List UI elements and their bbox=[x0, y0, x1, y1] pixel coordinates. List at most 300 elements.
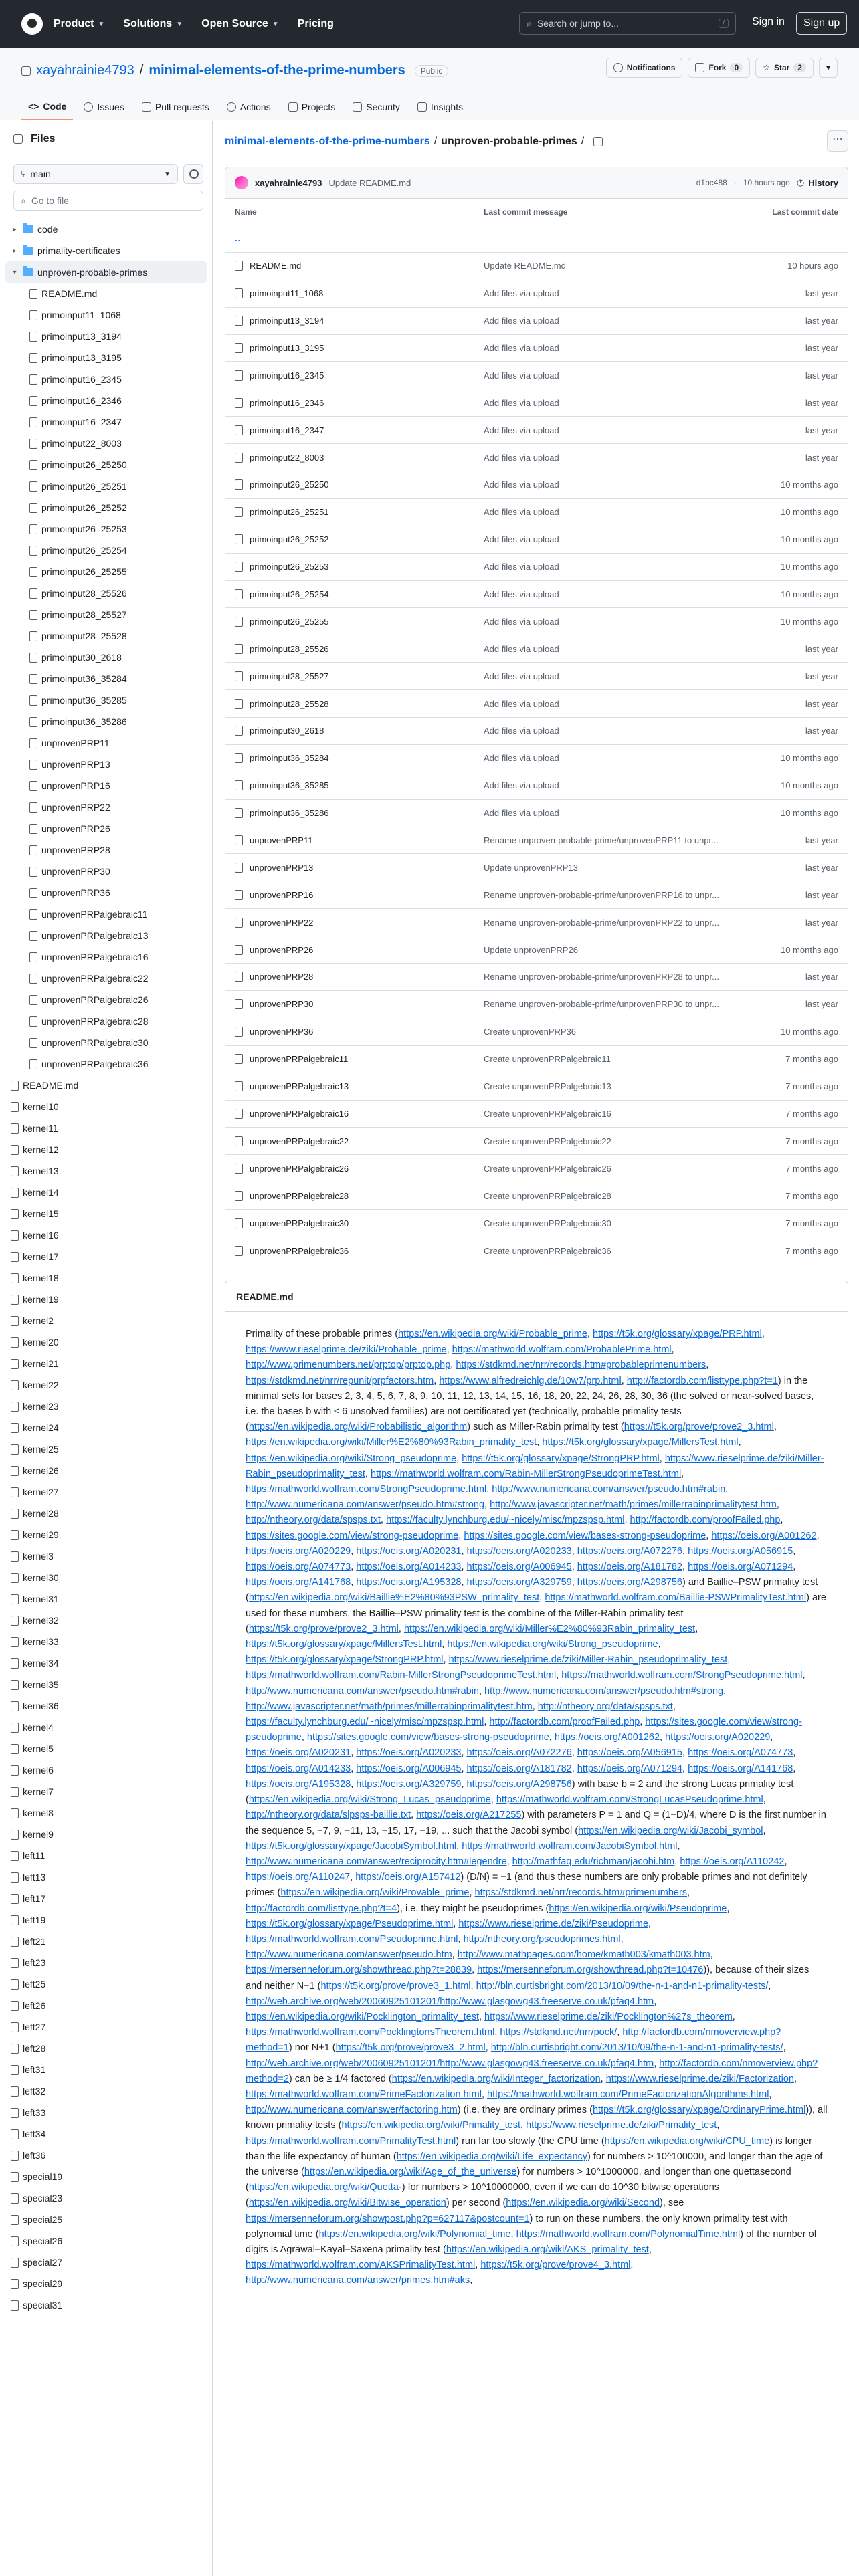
tree-item[interactable] bbox=[5, 411, 207, 433]
readme-link[interactable]: https://oeis.org/A006945 bbox=[356, 1763, 462, 1774]
readme-link[interactable]: https://oeis.org/A141768 bbox=[688, 1763, 793, 1774]
readme-link[interactable]: https://mathworld.wolfram.com/StrongLucasPseudoprime.html bbox=[496, 1794, 763, 1806]
tree-item[interactable] bbox=[5, 1674, 207, 1695]
readme-link[interactable]: https://en.wikipedia.org/wiki/Miller%E2%80%93Rabin_primality_test bbox=[246, 1437, 537, 1448]
readme-link[interactable]: https://stdkmd.net/nrr/pock/ bbox=[500, 2027, 617, 2038]
tree-item[interactable] bbox=[5, 1802, 207, 1824]
tree-item[interactable] bbox=[5, 1545, 207, 1567]
file-name-link[interactable]: primoinput30_2618 bbox=[250, 726, 324, 736]
tree-item[interactable] bbox=[5, 1417, 207, 1438]
tree-item[interactable] bbox=[5, 261, 207, 283]
readme-title[interactable]: README.md bbox=[236, 1291, 294, 1302]
file-name-link[interactable]: unprovenPRPalgebraic26 bbox=[250, 1163, 349, 1174]
readme-link[interactable]: https://oeis.org/A001262 bbox=[711, 1530, 817, 1541]
file-name-link[interactable]: README.md bbox=[250, 261, 302, 272]
commit-message-cell[interactable]: Add files via upload bbox=[484, 562, 559, 572]
readme-link[interactable]: https://en.wikipedia.org/wiki/Bitwise_operation bbox=[248, 2197, 446, 2209]
commit-message-cell[interactable]: Add files via upload bbox=[484, 288, 559, 299]
readme-link[interactable]: https://en.wikipedia.org/wiki/Quetta- bbox=[248, 2182, 402, 2193]
readme-link[interactable]: http://www.primenumbers.net/prptop/prptop.php bbox=[246, 1360, 451, 1371]
table-row[interactable] bbox=[225, 663, 848, 690]
table-row[interactable] bbox=[225, 909, 848, 936]
file-name-link[interactable]: primoinput16_2346 bbox=[250, 397, 324, 408]
notifications-button[interactable] bbox=[606, 58, 683, 78]
tree-item[interactable] bbox=[5, 2080, 207, 2102]
tree-item[interactable] bbox=[5, 1267, 207, 1289]
readme-link[interactable]: https://en.wikipedia.org/wiki/Polynomial_time bbox=[318, 2228, 511, 2240]
tree-item[interactable] bbox=[5, 540, 207, 561]
readme-link[interactable]: https://oeis.org/A072276 bbox=[466, 1747, 572, 1759]
readme-link[interactable]: http://web.archive.org/web/20060925101201/http://www.glasgowg43.freeserve.co.uk/pfaq4.htm bbox=[246, 2058, 654, 2069]
tree-item[interactable] bbox=[5, 882, 207, 903]
file-name-link[interactable]: unprovenPRP13 bbox=[250, 862, 314, 873]
tree-item[interactable] bbox=[5, 689, 207, 711]
tree-item[interactable] bbox=[5, 754, 207, 775]
readme-link[interactable]: http://bln.curtisbright.com/2013/10/09/the-n-1-and-n1-primality-tests/ bbox=[490, 2042, 783, 2054]
readme-link[interactable]: http://www.numericana.com/answer/factoring.htm bbox=[246, 2105, 458, 2116]
nav-solutions[interactable] bbox=[123, 18, 183, 30]
readme-link[interactable]: https://oeis.org/A074773 bbox=[246, 1562, 351, 1573]
file-name-link[interactable]: unprovenPRPalgebraic28 bbox=[250, 1190, 349, 1201]
history-button[interactable] bbox=[797, 177, 838, 188]
readme-link[interactable]: https://oeis.org/A020229 bbox=[246, 1545, 351, 1557]
readme-link[interactable]: https://oeis.org/A020233 bbox=[466, 1545, 572, 1557]
file-name-link[interactable]: unprovenPRP30 bbox=[250, 999, 314, 1010]
readme-link[interactable]: https://oeis.org/A020229 bbox=[665, 1732, 771, 1743]
readme-link[interactable]: https://en.wikipedia.org/wiki/Primality_test bbox=[341, 2120, 520, 2131]
commit-message-cell[interactable]: Add files via upload bbox=[484, 397, 559, 408]
table-row[interactable] bbox=[225, 854, 848, 881]
readme-link[interactable]: https://www.rieselprime.de/ziki/Probable_prime bbox=[246, 1344, 447, 1356]
nav-pricing[interactable] bbox=[298, 18, 334, 30]
table-row[interactable] bbox=[225, 881, 848, 909]
tree-item[interactable] bbox=[5, 925, 207, 946]
table-row[interactable] bbox=[225, 280, 848, 308]
readme-link[interactable]: https://sites.google.com/view/bases-strong-pseudoprime bbox=[306, 1732, 549, 1743]
tree-item[interactable] bbox=[5, 1246, 207, 1267]
parent-directory-row[interactable] bbox=[225, 225, 848, 253]
tree-item[interactable] bbox=[5, 475, 207, 497]
parent-directory-link[interactable]: .. bbox=[235, 233, 242, 244]
tab-projects[interactable] bbox=[282, 94, 343, 120]
readme-link[interactable]: https://oeis.org/A014233 bbox=[356, 1562, 462, 1573]
repo-name-link[interactable]: minimal-elements-of-the-prime-numbers bbox=[149, 63, 405, 78]
readme-link[interactable]: http://mathfaq.edu/richman/jacobi.htm bbox=[512, 1856, 675, 1867]
readme-link[interactable]: https://mathworld.wolfram.com/StrongPseudoprime.html bbox=[561, 1670, 803, 1681]
table-row[interactable] bbox=[225, 635, 848, 663]
table-row[interactable] bbox=[225, 1018, 848, 1046]
file-name-link[interactable]: unprovenPRPalgebraic36 bbox=[250, 1245, 349, 1256]
tree-item[interactable] bbox=[5, 1952, 207, 1973]
readme-link[interactable]: https://www.rieselprime.de/ziki/Pocklington%27s_theorem bbox=[484, 2011, 733, 2022]
commit-message-cell[interactable]: Add files via upload bbox=[484, 753, 559, 764]
commit-message-cell[interactable]: Rename unproven-probable-prime/unprovenPRP11 to unpr... bbox=[484, 835, 719, 846]
tree-item[interactable] bbox=[5, 1524, 207, 1545]
file-name-link[interactable]: primoinput28_25526 bbox=[250, 643, 329, 654]
file-name-link[interactable]: unprovenPRPalgebraic22 bbox=[250, 1136, 349, 1146]
table-row[interactable] bbox=[225, 1237, 848, 1265]
tree-item[interactable] bbox=[5, 2145, 207, 2166]
file-name-link[interactable]: primoinput16_2345 bbox=[250, 370, 324, 381]
file-name-link[interactable]: unprovenPRPalgebraic30 bbox=[250, 1218, 349, 1228]
readme-link[interactable]: https://en.wikipedia.org/wiki/Integer_factorization bbox=[391, 2073, 601, 2084]
commit-message-cell[interactable]: Rename unproven-probable-prime/unprovenPRP30 to unpr... bbox=[484, 999, 719, 1010]
tree-item[interactable] bbox=[5, 946, 207, 968]
file-name-link[interactable]: primoinput22_8003 bbox=[250, 452, 324, 463]
table-row[interactable] bbox=[225, 827, 848, 855]
chevron-down-icon[interactable]: ▾ bbox=[13, 268, 17, 276]
tree-item[interactable] bbox=[5, 2273, 207, 2294]
readme-link[interactable]: https://t5k.org/prove/prove2_3.html bbox=[248, 1623, 399, 1634]
file-name-link[interactable]: primoinput26_25251 bbox=[250, 507, 329, 518]
tree-item[interactable] bbox=[5, 1224, 207, 1246]
tree-item[interactable] bbox=[5, 219, 207, 240]
readme-link[interactable]: https://www.rieselprime.de/ziki/Primality_test bbox=[526, 2120, 717, 2131]
tree-item[interactable] bbox=[5, 796, 207, 818]
table-row[interactable] bbox=[225, 1101, 848, 1128]
table-row[interactable] bbox=[225, 1210, 848, 1237]
readme-link[interactable]: https://oeis.org/A074773 bbox=[688, 1747, 793, 1759]
tree-item[interactable] bbox=[5, 1374, 207, 1396]
global-search-input[interactable] bbox=[519, 12, 736, 35]
tab-actions[interactable] bbox=[220, 94, 278, 120]
table-row[interactable] bbox=[225, 526, 848, 554]
readme-link[interactable]: https://stdkmd.net/nrr/records.htm#probableprimenumbers bbox=[456, 1360, 706, 1371]
tree-item[interactable] bbox=[5, 1909, 207, 1931]
commit-message-cell[interactable]: Add files via upload bbox=[484, 643, 559, 654]
table-row[interactable] bbox=[225, 444, 848, 471]
readme-link[interactable]: https://t5k.org/prove/prove4_3.html bbox=[480, 2260, 631, 2271]
readme-link[interactable]: https://oeis.org/A056915 bbox=[577, 1747, 682, 1759]
tab-pull-requests[interactable] bbox=[135, 94, 216, 120]
table-row[interactable] bbox=[225, 745, 848, 772]
readme-link[interactable]: https://sites.google.com/view/strong-pseudoprime bbox=[246, 1717, 802, 1743]
readme-link[interactable]: https://oeis.org/A329759 bbox=[466, 1577, 572, 1588]
go-to-file-input[interactable] bbox=[13, 191, 203, 211]
readme-link[interactable]: https://mathworld.wolfram.com/PrimalityTest.html bbox=[246, 2135, 456, 2147]
table-row[interactable] bbox=[225, 417, 848, 444]
file-name-link[interactable]: unprovenPRP16 bbox=[250, 889, 314, 900]
readme-link[interactable]: https://oeis.org/A110247 bbox=[246, 1872, 351, 1883]
tree-item[interactable] bbox=[5, 1182, 207, 1203]
readme-link[interactable]: https://oeis.org/A181782 bbox=[466, 1763, 572, 1774]
fork-button[interactable] bbox=[688, 58, 750, 78]
readme-link[interactable]: http://factordb.com/listtype.php?t=1 bbox=[626, 1375, 778, 1386]
commit-message-cell[interactable]: Add files via upload bbox=[484, 479, 559, 490]
star-dropdown-button[interactable] bbox=[819, 58, 838, 78]
file-name-link[interactable]: primoinput26_25252 bbox=[250, 534, 329, 545]
table-row[interactable] bbox=[225, 608, 848, 635]
file-name-link[interactable]: primoinput26_25255 bbox=[250, 616, 329, 627]
table-row[interactable] bbox=[225, 964, 848, 991]
table-row[interactable] bbox=[225, 581, 848, 609]
commit-message-cell[interactable]: Update README.md bbox=[484, 261, 566, 272]
readme-link[interactable]: https://mathworld.wolfram.com/AKSPrimalityTest.html bbox=[246, 2260, 476, 2271]
commit-message-cell[interactable]: Create unprovenPRPalgebraic11 bbox=[484, 1054, 611, 1065]
table-row[interactable] bbox=[225, 554, 848, 581]
readme-link[interactable]: https://oeis.org/A014233 bbox=[246, 1763, 351, 1774]
readme-link[interactable]: http://ntheory.org/data/slpsps-baillie.txt bbox=[246, 1810, 411, 1821]
commit-message-cell[interactable]: Create unprovenPRPalgebraic13 bbox=[484, 1081, 611, 1092]
readme-link[interactable]: https://t5k.org/glossary/xpage/PRP.html bbox=[593, 1329, 762, 1339]
readme-link[interactable]: https://t5k.org/glossary/xpage/Pseudoprime.html bbox=[246, 1918, 454, 1929]
tree-item[interactable] bbox=[5, 518, 207, 540]
readme-link[interactable]: https://mathworld.wolfram.com/PrimeFactorizationAlgorithms.html bbox=[487, 2088, 769, 2100]
readme-link[interactable]: http://www.numericana.com/answer/pseudo.htm#rabin bbox=[246, 1685, 479, 1697]
readme-link[interactable]: https://mathworld.wolfram.com/ProbablePrime.html bbox=[452, 1344, 672, 1356]
readme-link[interactable]: http://ntheory.org/data/spsps.txt bbox=[246, 1515, 381, 1526]
readme-link[interactable]: https://mathworld.wolfram.com/PocklingtonsTheorem.html bbox=[246, 2027, 495, 2038]
commit-message-cell[interactable]: Add files via upload bbox=[484, 534, 559, 545]
readme-link[interactable]: https://t5k.org/glossary/xpage/JacobiSymbol.html bbox=[246, 1840, 457, 1852]
readme-link[interactable]: http://www.numericana.com/answer/pseudo.htm#strong bbox=[246, 1499, 485, 1511]
tree-item[interactable] bbox=[5, 1438, 207, 1460]
tree-item[interactable] bbox=[5, 1781, 207, 1802]
tree-item[interactable] bbox=[5, 604, 207, 625]
nav-product[interactable] bbox=[54, 18, 104, 30]
file-name-link[interactable]: unprovenPRP28 bbox=[250, 972, 314, 982]
table-row[interactable] bbox=[225, 308, 848, 335]
readme-link[interactable]: http://www.javascripter.net/math/primes/millerrabinprimalitytest.htm bbox=[246, 1701, 533, 1712]
commit-message-cell[interactable]: Create unprovenPRPalgebraic26 bbox=[484, 1163, 611, 1174]
file-name-link[interactable]: primoinput28_25527 bbox=[250, 671, 329, 681]
tab-insights[interactable] bbox=[411, 94, 470, 120]
commit-message-cell[interactable]: Add files via upload bbox=[484, 726, 559, 736]
sign-in-link[interactable]: Sign in bbox=[752, 16, 785, 27]
readme-link[interactable]: https://t5k.org/glossary/xpage/OrdinaryPrime.html bbox=[592, 2105, 806, 2116]
readme-link[interactable]: https://oeis.org/A329759 bbox=[356, 1778, 462, 1790]
tree-item[interactable] bbox=[5, 732, 207, 754]
commit-message-cell[interactable]: Add files via upload bbox=[484, 370, 559, 381]
readme-link[interactable]: https://en.wikipedia.org/wiki/AKS_primality_test bbox=[446, 2244, 649, 2255]
readme-link[interactable]: http://factordb.com/proofFailed.php bbox=[489, 1717, 640, 1728]
tree-item[interactable] bbox=[5, 1695, 207, 1717]
table-row[interactable] bbox=[225, 1128, 848, 1155]
tree-item[interactable] bbox=[5, 1032, 207, 1053]
file-name-link[interactable]: unprovenPRP36 bbox=[250, 1027, 314, 1037]
tree-item[interactable] bbox=[5, 2123, 207, 2145]
tree-item[interactable] bbox=[5, 1353, 207, 1374]
commit-message-cell[interactable]: Add files via upload bbox=[484, 808, 559, 819]
search-files-button[interactable] bbox=[183, 164, 203, 184]
table-row[interactable] bbox=[225, 772, 848, 800]
tree-item[interactable] bbox=[5, 625, 207, 647]
readme-link[interactable]: https://stdkmd.net/nrr/repunit/prpfactors.htm bbox=[246, 1375, 434, 1386]
tree-item[interactable] bbox=[5, 1331, 207, 1353]
file-name-link[interactable]: primoinput13_3195 bbox=[250, 343, 324, 353]
tree-item[interactable] bbox=[5, 304, 207, 326]
commit-message-cell[interactable]: Add files via upload bbox=[484, 316, 559, 326]
readme-link[interactable]: https://mathworld.wolfram.com/Rabin-MillerStrongPseudoprimeTest.html bbox=[371, 1468, 682, 1479]
commit-author[interactable]: xayahrainie4793 bbox=[255, 177, 322, 188]
tree-item[interactable] bbox=[5, 818, 207, 839]
tree-item[interactable] bbox=[5, 2059, 207, 2080]
readme-link[interactable]: https://mathworld.wolfram.com/StrongPseudoprime.html bbox=[246, 1484, 487, 1495]
table-row[interactable] bbox=[225, 471, 848, 499]
chevron-right-icon[interactable]: ▸ bbox=[13, 225, 17, 233]
tree-item[interactable] bbox=[5, 1588, 207, 1610]
readme-link[interactable]: https://mersenneforum.org/showthread.php?t=10476 bbox=[477, 1965, 704, 1976]
commit-message-cell[interactable]: Create unprovenPRPalgebraic16 bbox=[484, 1108, 611, 1119]
readme-link[interactable]: http://www.numericana.com/answer/pseudo.htm#strong bbox=[484, 1685, 724, 1697]
table-row[interactable] bbox=[225, 1182, 848, 1210]
readme-link[interactable]: https://oeis.org/A071294 bbox=[577, 1763, 682, 1774]
commit-message-cell[interactable]: Update unprovenPRP26 bbox=[484, 944, 578, 955]
github-logo-icon[interactable] bbox=[21, 13, 43, 35]
file-name-link[interactable]: primoinput26_25254 bbox=[250, 589, 329, 600]
tree-item[interactable] bbox=[5, 1610, 207, 1631]
readme-link[interactable]: http://www.numericana.com/answer/pseudo.htm#rabin bbox=[492, 1484, 726, 1495]
readme-link[interactable]: https://en.wikipedia.org/wiki/Pocklington_primality_test bbox=[246, 2011, 479, 2022]
readme-link[interactable]: https://t5k.org/glossary/xpage/StrongPRP.html bbox=[462, 1453, 660, 1464]
readme-link[interactable]: https://oeis.org/A110242 bbox=[680, 1856, 785, 1867]
file-name-link[interactable]: primoinput26_25253 bbox=[250, 562, 329, 572]
file-name-link[interactable]: unprovenPRPalgebraic16 bbox=[250, 1108, 349, 1119]
tree-item[interactable] bbox=[5, 1931, 207, 1952]
repo-owner-link[interactable]: xayahrainie4793 bbox=[36, 63, 134, 78]
tree-item[interactable] bbox=[5, 1481, 207, 1503]
readme-link[interactable]: https://en.wikipedia.org/wiki/Life_expectancy bbox=[396, 2151, 588, 2162]
file-name-link[interactable]: primoinput36_35286 bbox=[250, 808, 329, 819]
readme-link[interactable]: https://t5k.org/prove/prove3_2.html bbox=[335, 2042, 486, 2054]
tree-item[interactable] bbox=[5, 968, 207, 989]
commit-hash[interactable]: d1bc488 bbox=[696, 178, 727, 187]
readme-link[interactable]: https://t5k.org/prove/prove2_3.html bbox=[624, 1422, 774, 1433]
file-name-link[interactable]: primoinput36_35285 bbox=[250, 780, 329, 791]
file-name-link[interactable]: primoinput26_25250 bbox=[250, 479, 329, 490]
tree-item[interactable] bbox=[5, 1075, 207, 1096]
readme-link[interactable]: https://oeis.org/A298756 bbox=[466, 1778, 572, 1790]
commit-message-cell[interactable]: Add files via upload bbox=[484, 780, 559, 791]
readme-link[interactable]: https://oeis.org/A020231 bbox=[356, 1545, 462, 1557]
tree-item[interactable] bbox=[5, 1117, 207, 1139]
table-row[interactable] bbox=[225, 991, 848, 1018]
file-name-link[interactable]: primoinput13_3194 bbox=[250, 316, 324, 326]
readme-link[interactable]: http://ntheory.org/pseudoprimes.html bbox=[463, 1933, 621, 1945]
table-row[interactable] bbox=[225, 253, 848, 280]
file-name-link[interactable]: unprovenPRP26 bbox=[250, 944, 314, 955]
table-row[interactable] bbox=[225, 690, 848, 718]
readme-link[interactable]: http://www.numericana.com/answer/reciprocity.htm#legendre bbox=[246, 1856, 507, 1867]
tree-item[interactable] bbox=[5, 668, 207, 689]
readme-link[interactable]: https://t5k.org/glossary/xpage/StrongPRP.html bbox=[246, 1654, 444, 1666]
tree-item[interactable] bbox=[5, 2187, 207, 2209]
table-row[interactable] bbox=[225, 499, 848, 526]
commit-message-cell[interactable]: Create unprovenPRPalgebraic28 bbox=[484, 1190, 611, 1201]
tree-item[interactable] bbox=[5, 240, 207, 261]
readme-link[interactable]: http://www.mathpages.com/home/kmath003/kmath003.htm bbox=[457, 1949, 710, 1961]
readme-link[interactable]: https://en.wikipedia.org/wiki/Provable_prime bbox=[280, 1887, 470, 1899]
tree-item[interactable] bbox=[5, 1759, 207, 1781]
readme-link[interactable]: https://oeis.org/A298756 bbox=[577, 1577, 682, 1588]
tree-item[interactable] bbox=[5, 497, 207, 518]
file-name-link[interactable]: primoinput28_25528 bbox=[250, 698, 329, 709]
commit-message-cell[interactable]: Add files via upload bbox=[484, 671, 559, 681]
more-options-button[interactable]: ⋯ bbox=[827, 130, 848, 152]
table-row[interactable] bbox=[225, 800, 848, 827]
readme-link[interactable]: https://www.rieselprime.de/ziki/Pseudoprime bbox=[458, 1918, 649, 1929]
tree-item[interactable] bbox=[5, 2252, 207, 2273]
readme-link[interactable]: https://mathworld.wolfram.com/JacobiSymbol.html bbox=[462, 1840, 678, 1852]
commit-message-cell[interactable]: Rename unproven-probable-prime/unprovenPRP28 to unpr... bbox=[484, 972, 719, 982]
tree-item[interactable] bbox=[5, 647, 207, 668]
commit-message-cell[interactable]: Rename unproven-probable-prime/unprovenPRP22 to unpr... bbox=[484, 917, 719, 928]
readme-link[interactable]: http://web.archive.org/web/20060925101201/http://www.glasgowg43.freeserve.co.uk/pfaq4.htm bbox=[246, 1996, 654, 2007]
readme-link[interactable]: https://en.wikipedia.org/wiki/Probable_prime bbox=[398, 1329, 587, 1339]
tree-item[interactable] bbox=[5, 1866, 207, 1888]
tree-item[interactable] bbox=[5, 561, 207, 582]
tree-item[interactable] bbox=[5, 775, 207, 796]
file-name-link[interactable]: unprovenPRP11 bbox=[250, 835, 313, 846]
sign-up-button[interactable]: Sign up bbox=[796, 12, 847, 35]
readme-link[interactable]: https://en.wikipedia.org/wiki/Second bbox=[506, 2197, 660, 2209]
sidebar-collapse-icon[interactable] bbox=[13, 134, 23, 144]
readme-link[interactable]: http://www.numericana.com/answer/pseudo.htm bbox=[246, 1949, 452, 1961]
tree-item[interactable] bbox=[5, 711, 207, 732]
readme-link[interactable]: https://en.wikipedia.org/wiki/Strong_Lucas_pseudoprime bbox=[248, 1794, 491, 1806]
branch-selector[interactable] bbox=[13, 164, 178, 184]
tree-item[interactable] bbox=[5, 1053, 207, 1075]
tree-item[interactable] bbox=[5, 1652, 207, 1674]
readme-link[interactable]: https://oeis.org/A141768 bbox=[246, 1577, 351, 1588]
readme-link[interactable]: https://oeis.org/A056915 bbox=[688, 1545, 793, 1557]
tree-item[interactable] bbox=[5, 433, 207, 454]
readme-link[interactable]: https://oeis.org/A020233 bbox=[356, 1747, 462, 1759]
commit-message-cell[interactable]: Add files via upload bbox=[484, 698, 559, 709]
readme-link[interactable]: https://oeis.org/A071294 bbox=[688, 1562, 793, 1573]
readme-link[interactable]: https://t5k.org/glossary/xpage/MillersTest.html bbox=[246, 1639, 442, 1650]
tree-item[interactable] bbox=[5, 2209, 207, 2230]
tree-item[interactable] bbox=[5, 1717, 207, 1738]
table-row[interactable] bbox=[225, 389, 848, 417]
table-row[interactable] bbox=[225, 1155, 848, 1182]
readme-link[interactable]: https://oeis.org/A020231 bbox=[246, 1747, 351, 1759]
readme-link[interactable]: https://oeis.org/A157412 bbox=[355, 1872, 461, 1883]
readme-link[interactable]: https://mersenneforum.org/showpost.php?p=627117&postcount=1 bbox=[246, 2213, 530, 2224]
commit-message-cell[interactable]: Add files via upload bbox=[484, 452, 559, 463]
commit-message-cell[interactable]: Create unprovenPRPalgebraic36 bbox=[484, 1245, 611, 1256]
tree-item[interactable] bbox=[5, 1738, 207, 1759]
readme-link[interactable]: https://en.wikipedia.org/wiki/Pseudoprime bbox=[549, 1903, 727, 1914]
tree-item[interactable] bbox=[5, 283, 207, 304]
tree-item[interactable] bbox=[5, 1310, 207, 1331]
readme-link[interactable]: https://sites.google.com/view/strong-pseudoprime bbox=[246, 1530, 459, 1541]
tree-item[interactable] bbox=[5, 1160, 207, 1182]
readme-link[interactable]: https://oeis.org/A181782 bbox=[577, 1562, 682, 1573]
readme-link[interactable]: http://www.javascripter.net/math/primes/millerrabinprimalitytest.htm bbox=[490, 1499, 777, 1511]
star-button[interactable] bbox=[755, 58, 814, 78]
readme-link[interactable]: https://faculty.lynchburg.edu/~nicely/misc/mpzspsp.html bbox=[246, 1717, 484, 1728]
tree-item[interactable] bbox=[5, 2102, 207, 2123]
table-row[interactable] bbox=[225, 1046, 848, 1073]
readme-link[interactable]: http://ntheory.org/data/spsps.txt bbox=[537, 1701, 673, 1712]
tree-item[interactable] bbox=[5, 1631, 207, 1652]
readme-link[interactable]: https://t5k.org/glossary/xpage/MillersTest.html bbox=[542, 1437, 739, 1448]
readme-link[interactable]: https://sites.google.com/view/bases-strong-pseudoprime bbox=[464, 1530, 706, 1541]
tree-item[interactable] bbox=[5, 1203, 207, 1224]
tree-item[interactable] bbox=[5, 1888, 207, 1909]
readme-link[interactable]: https://stdkmd.net/nrr/records.htm#primenumbers bbox=[474, 1887, 688, 1899]
readme-link[interactable]: http://bln.curtisbright.com/2013/10/09/the-n-1-and-n1-primality-tests/ bbox=[476, 1980, 769, 1992]
readme-link[interactable]: https://en.wikipedia.org/wiki/Jacobi_symbol bbox=[578, 1825, 763, 1836]
table-row[interactable] bbox=[225, 1073, 848, 1101]
readme-link[interactable]: https://mathworld.wolfram.com/Baillie-PSWPrimalityTest.html bbox=[545, 1592, 807, 1604]
tree-item[interactable] bbox=[5, 2166, 207, 2187]
tree-item[interactable] bbox=[5, 1396, 207, 1417]
commit-message-cell[interactable]: Add files via upload bbox=[484, 589, 559, 600]
readme-link[interactable]: https://en.wikipedia.org/wiki/CPU_time bbox=[604, 2135, 770, 2147]
readme-link[interactable]: https://en.wikipedia.org/wiki/Age_of_the_universe bbox=[304, 2166, 517, 2177]
